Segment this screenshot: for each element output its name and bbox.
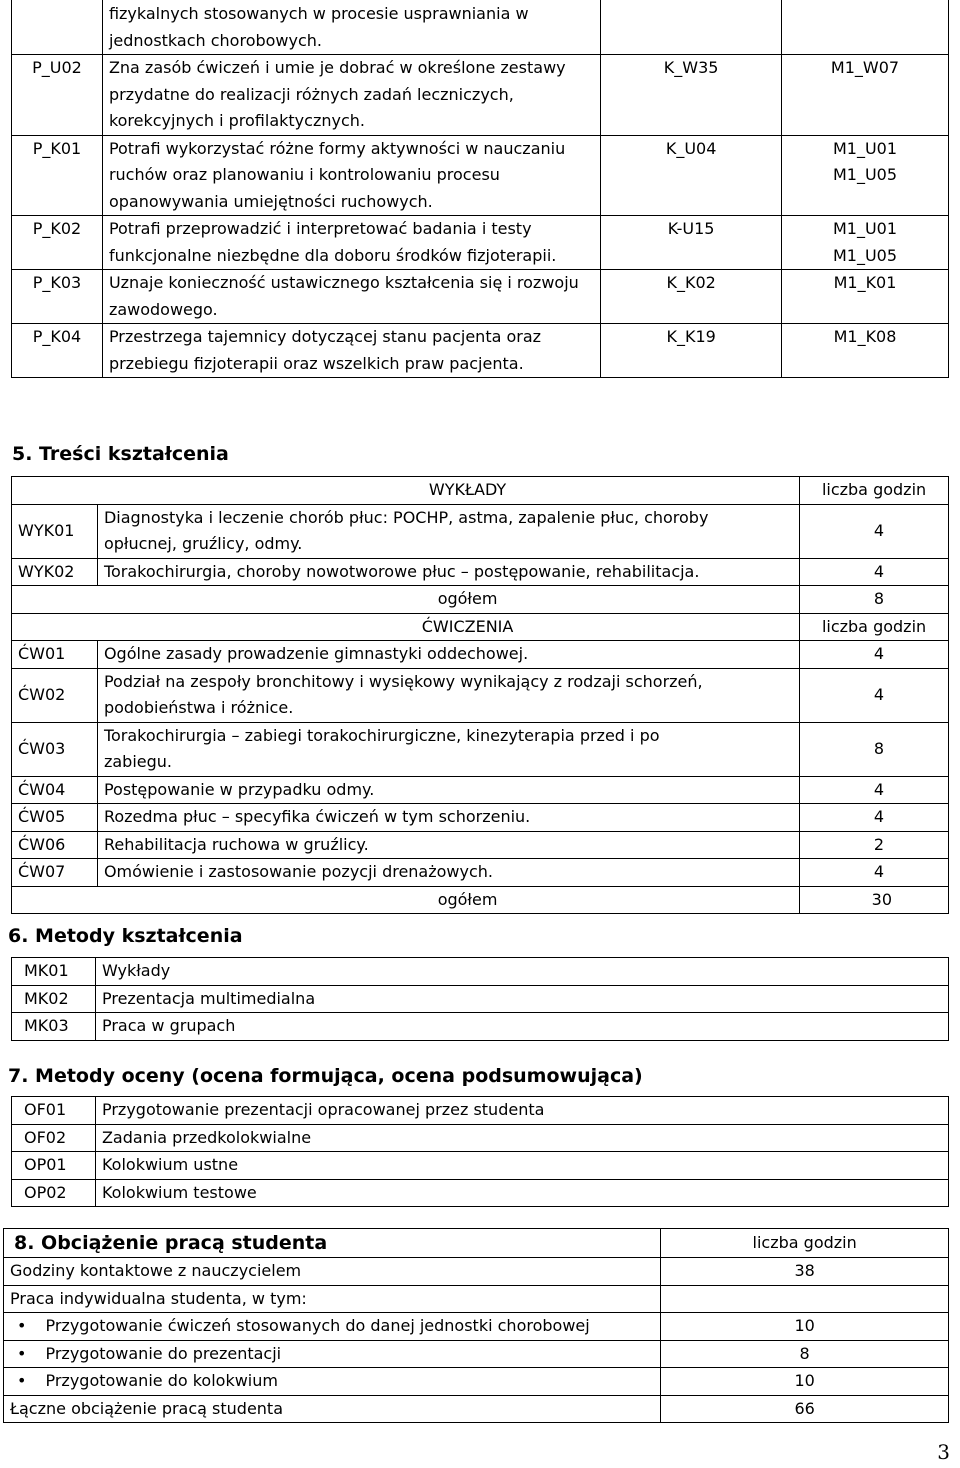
table-row [12, 558, 949, 586]
effect-ref: K_W35 [601, 55, 782, 136]
workload-item-hours: 10 [661, 1368, 949, 1396]
exercises-total: 30 [800, 886, 949, 914]
exercise-text: Ogólne zasady prowadzenie gimnastyki oddechowej. [97, 641, 799, 669]
table-row [4, 1368, 949, 1396]
hours-header: liczba godzin [800, 613, 949, 641]
table-row [12, 886, 949, 914]
exercise-code: ĆW03 [12, 722, 98, 776]
effect-text: Potrafi przeprowadzić i interpretować badania i testy funkcjonalne niezbędne dla doboru środków fizjoterapii. [102, 216, 600, 270]
total-hours: 66 [661, 1395, 949, 1423]
effect-code: P_K03 [12, 270, 103, 324]
exercise-text: Rehabilitacja ruchowa w gruźlicy. [97, 831, 799, 859]
table-row [12, 958, 949, 986]
table-row [12, 1124, 949, 1152]
effect-ref: K_K02 [601, 270, 782, 324]
exercise-text: Rozedma płuc – specyfika ćwiczeń w tym schorzeniu. [97, 804, 799, 832]
table-row [12, 804, 949, 832]
table-row [12, 55, 949, 136]
workload-item-text: Przygotowanie do prezentacji [39, 1340, 660, 1368]
table-row [4, 1285, 949, 1313]
content-table [11, 476, 949, 914]
effect-ref: K_U04 [601, 135, 782, 216]
table-row [12, 722, 949, 776]
table-row [12, 1179, 949, 1207]
lecture-hours: 4 [800, 504, 949, 558]
bullet-icon: • [4, 1313, 40, 1341]
total-label: Łączne obciążenie pracą studenta [4, 1395, 661, 1423]
effect-code: P_K04 [12, 324, 103, 378]
assessment-code: OP02 [12, 1179, 96, 1207]
table-row [12, 859, 949, 887]
effect-code: P_K01 [12, 135, 103, 216]
assessment-code: OF01 [12, 1097, 96, 1125]
table-row [12, 1013, 949, 1041]
lecture-text: Torakochirurgia, choroby nowotworowe płuc – postępowanie, rehabilitacja. [97, 558, 799, 586]
method-code: MK03 [12, 1013, 96, 1041]
workload-item-hours: 8 [661, 1340, 949, 1368]
table-row [4, 1258, 949, 1286]
table-row [4, 1395, 949, 1423]
table-row [12, 324, 949, 378]
section-heading: 7. Metody oceny (ocena formująca, ocena podsumowująca) [8, 1065, 643, 1087]
effect-text: fizykalnych stosowanych w procesie usprawniania w jednostkach chorobowych. [102, 0, 600, 55]
effect-code: P_K02 [12, 216, 103, 270]
table-row [12, 0, 949, 55]
table-row [12, 477, 949, 505]
exercise-hours: 4 [800, 641, 949, 669]
workload-item-text: Przygotowanie do kolokwium [39, 1368, 660, 1396]
exercise-hours: 8 [800, 722, 949, 776]
workload-table [3, 1228, 949, 1423]
exercise-text: Torakochirurgia – zabiegi torakochirurgiczne, kinezyterapia przed i po zabiegu. [97, 722, 799, 776]
workload-item-text: Przygotowanie ćwiczeń stosowanych do danej jednostki chorobowej [39, 1313, 660, 1341]
hours-header: liczba godzin [800, 477, 949, 505]
exercise-code: ĆW02 [12, 668, 98, 722]
contact-hours: 38 [661, 1258, 949, 1286]
exercises-header: ĆWICZENIA [12, 613, 800, 641]
section-heading: 6. Metody kształcenia [8, 925, 243, 947]
table-row [12, 668, 949, 722]
table-row [12, 270, 949, 324]
method-code: MK01 [12, 958, 96, 986]
lectures-total: 8 [800, 586, 949, 614]
lecture-text: Diagnostyka i leczenie chorób płuc: POCHP, astma, zapalenie płuc, choroby opłucnej, gruźlicy, odmy. [97, 504, 799, 558]
effect-text: Przestrzega tajemnicy dotyczącej stanu pacjenta oraz przebiegu fizjoterapii oraz wszelkich praw pacjenta. [102, 324, 600, 378]
assessment-table [11, 1096, 949, 1207]
workload-item-hours: 10 [661, 1313, 949, 1341]
table-row [12, 135, 949, 216]
table-row [12, 641, 949, 669]
lecture-hours: 4 [800, 558, 949, 586]
exercise-hours: 2 [800, 831, 949, 859]
page-number: 3 [937, 1440, 950, 1464]
method-text: Wykłady [95, 958, 948, 986]
bullet-icon: • [4, 1368, 40, 1396]
exercise-code: ĆW04 [12, 776, 98, 804]
assessment-text: Kolokwium testowe [95, 1179, 948, 1207]
table-row [12, 1097, 949, 1125]
lectures-total-label: ogółem [12, 586, 800, 614]
individual-hours [661, 1285, 949, 1313]
effect-code: P_U02 [12, 55, 103, 136]
exercises-total-label: ogółem [12, 886, 800, 914]
exercise-code: ĆW06 [12, 831, 98, 859]
method-text: Praca w grupach [95, 1013, 948, 1041]
table-row [12, 216, 949, 270]
effect-ref [601, 0, 782, 55]
effect-module: M1_K08 [782, 324, 949, 378]
effect-ref: K-U15 [601, 216, 782, 270]
lectures-header: WYKŁADY [12, 477, 800, 505]
effect-module: M1_U01 M1_U05 [782, 216, 949, 270]
table-row [12, 613, 949, 641]
method-code: MK02 [12, 985, 96, 1013]
section-heading: 5. Treści kształcenia [12, 443, 229, 465]
exercise-text: Podział na zespoły bronchitowy i wysiękowy wynikający z rodzaji schorzeń, podobieństwa i różnice. [97, 668, 799, 722]
individual-label: Praca indywidualna studenta, w tym: [4, 1285, 661, 1313]
table-row [12, 586, 949, 614]
effect-code [12, 0, 103, 55]
workload-heading: 8. Obciążenie pracą studenta [4, 1229, 661, 1258]
table-row [12, 985, 949, 1013]
effect-module: M1_W07 [782, 55, 949, 136]
effect-text: Zna zasób ćwiczeń i umie je dobrać w określone zestawy przydatne do realizacji różnych zadań leczniczych, korekcyjnych i profilaktycznych. [102, 55, 600, 136]
exercise-hours: 4 [800, 776, 949, 804]
exercise-hours: 4 [800, 804, 949, 832]
method-text: Prezentacja multimedialna [95, 985, 948, 1013]
exercise-hours: 4 [800, 859, 949, 887]
table-row [4, 1340, 949, 1368]
table-row [12, 831, 949, 859]
exercise-code: ĆW05 [12, 804, 98, 832]
effect-text: Uznaje konieczność ustawicznego kształcenia się i rozwoju zawodowego. [102, 270, 600, 324]
assessment-text: Zadania przedkolokwialne [95, 1124, 948, 1152]
table-row [4, 1313, 949, 1341]
methods-table [11, 957, 949, 1041]
exercise-code: ĆW01 [12, 641, 98, 669]
effect-module: M1_U01 M1_U05 [782, 135, 949, 216]
contact-label: Godziny kontaktowe z nauczycielem [4, 1258, 661, 1286]
exercise-code: ĆW07 [12, 859, 98, 887]
lecture-code: WYK01 [12, 504, 98, 558]
assessment-code: OF02 [12, 1124, 96, 1152]
table-row [12, 504, 949, 558]
effect-ref: K_K19 [601, 324, 782, 378]
effect-module: M1_K01 [782, 270, 949, 324]
effects-table [11, 0, 949, 378]
table-row [12, 776, 949, 804]
assessment-text: Kolokwium ustne [95, 1152, 948, 1180]
hours-header: liczba godzin [661, 1229, 949, 1258]
exercise-text: Omówienie i zastosowanie pozycji drenażowych. [97, 859, 799, 887]
table-row [12, 1152, 949, 1180]
table-row [4, 1229, 949, 1258]
lecture-code: WYK02 [12, 558, 98, 586]
effect-module [782, 0, 949, 55]
exercise-text: Postępowanie w przypadku odmy. [97, 776, 799, 804]
effect-text: Potrafi wykorzystać różne formy aktywności w nauczaniu ruchów oraz planowaniu i kontrolowaniu procesu opanowywania umiejętności ruchowych. [102, 135, 600, 216]
bullet-icon: • [4, 1340, 40, 1368]
assessment-text: Przygotowanie prezentacji opracowanej przez studenta [95, 1097, 948, 1125]
assessment-code: OP01 [12, 1152, 96, 1180]
exercise-hours: 4 [800, 668, 949, 722]
